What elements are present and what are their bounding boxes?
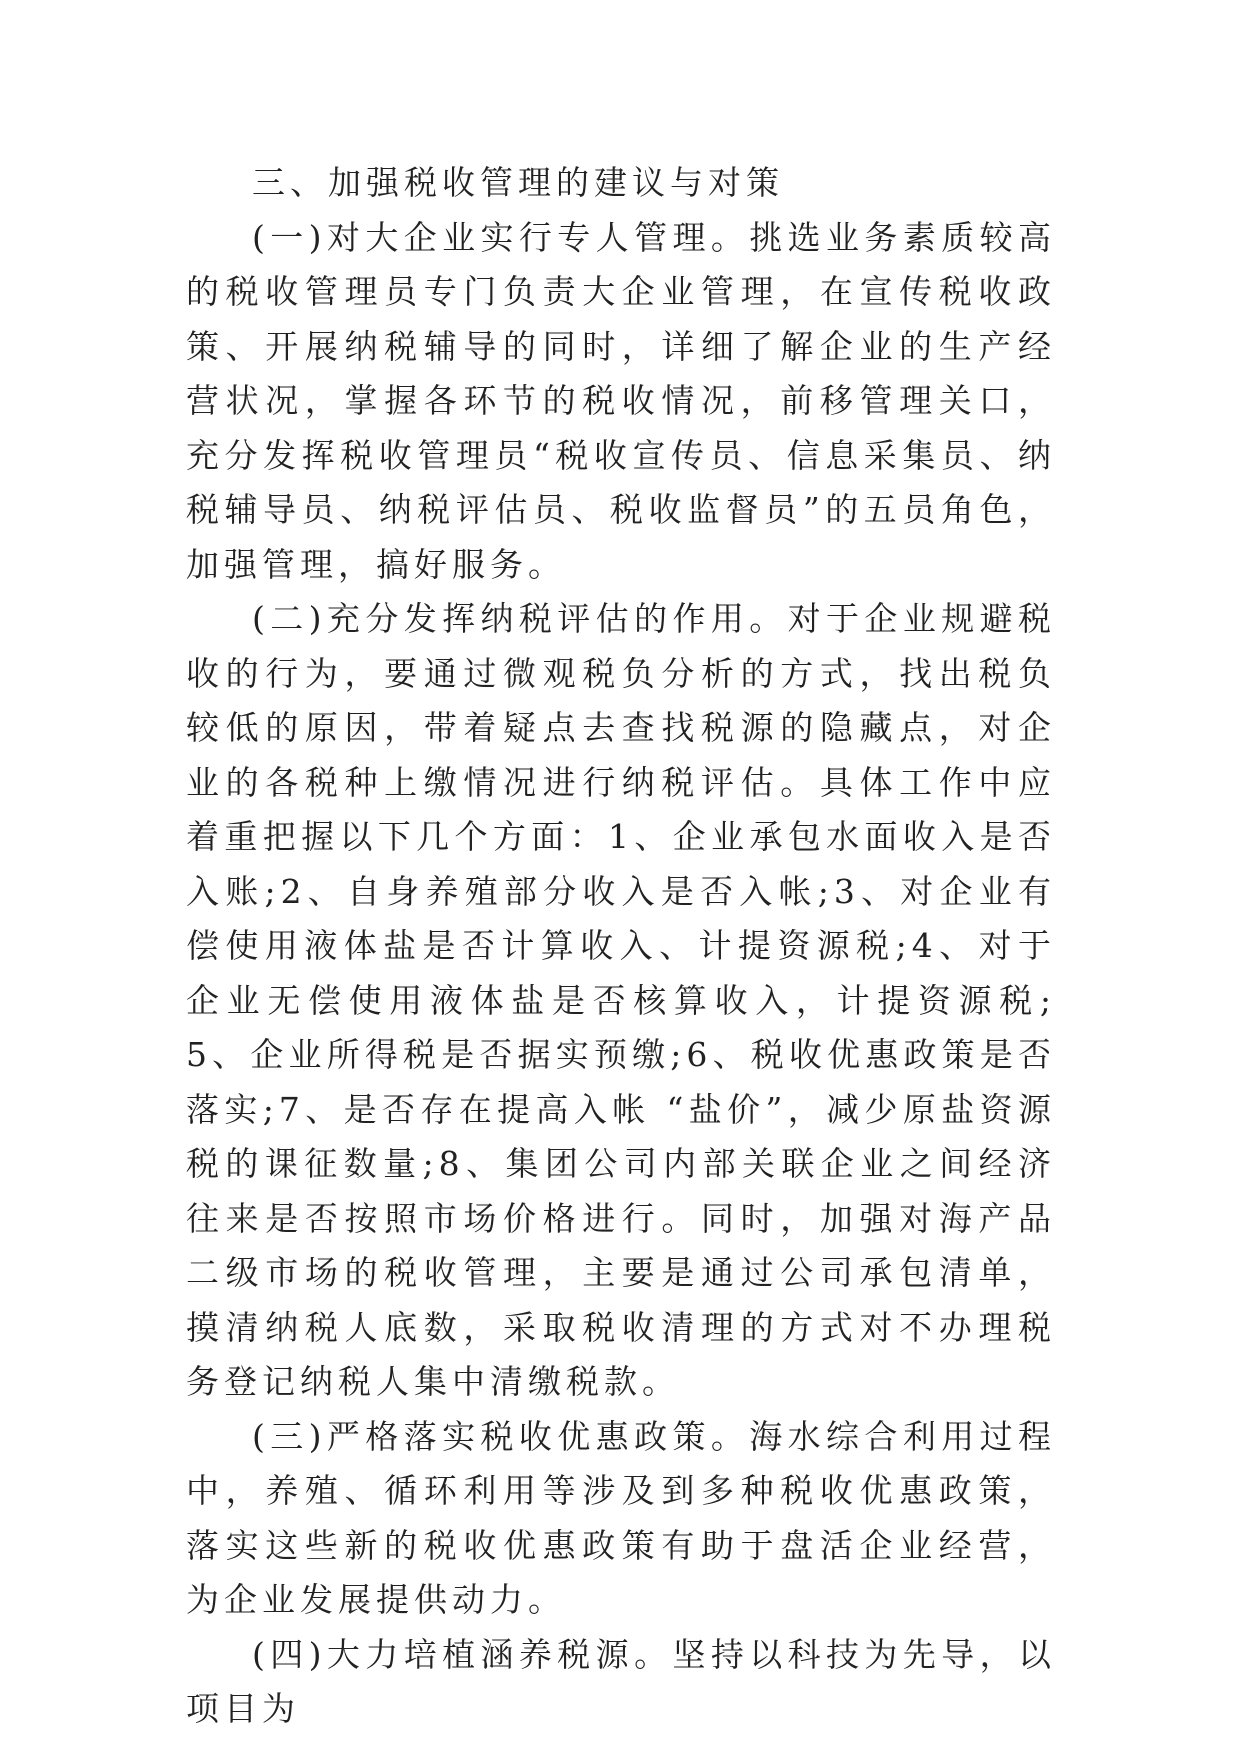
paragraph-2: (二)充分发挥纳税评估的作用。对于企业规避税收的行为，要通过微观税负分析的方式，找出税负较低的原因，带着疑点去查找税源的隐藏点，对企业的各税种上缴情况进行纳税评估。具体工作中应着重把握以下几个方面：1、企业承包水面收入是否入账;2、自身养殖部分收入是否入帐;3、对企业有偿使用液体盐是否计算收入、计提资源税;4、对于企业无偿使用液体盐是否核算收入，计提资源税;5、企业所得税是否据实预缴;6、税收优惠政策是否落实;7、是否存在提高入帐 “盐价”，减少原盐资源税的课征数量;8、集团公司内部关联企业之间经济往来是否按照市场价格进行。同时，加强对海产品二级市场的税收管理，主要是通过公司承包清单，摸清纳税人底数，采取税收清理的方式对不办理税务登记纳税人集中清缴税款。 — [186, 599, 1056, 1401]
document-body — [186, 156, 1056, 1737]
paragraph-3: (三)严格落实税收优惠政策。海水综合利用过程中，养殖、循环利用等涉及到多种税收优惠政策，落实这些新的税收优惠政策有助于盘活企业经营，为企业发展提供动力。 — [186, 1416, 1056, 1619]
paragraph-1: (一)对大企业实行专人管理。挑选业务素质较高的税收管理员专门负责大企业管理，在宣传税收政策、开展纳税辅导的同时，详细了解企业的生产经营状况，掌握各环节的税收情况，前移管理关口，充分发挥税收管理员“税收宣传员、信息采集员、纳税辅导员、纳税评估员、税收监督员”的五员角色，加强管理，搞好服务。 — [186, 217, 1056, 584]
paragraph-4: (四)大力培植涵养税源。坚持以科技为先导，以项目为 — [186, 1634, 1056, 1728]
section-heading: 三、加强税收管理的建议与对策 — [252, 163, 784, 202]
